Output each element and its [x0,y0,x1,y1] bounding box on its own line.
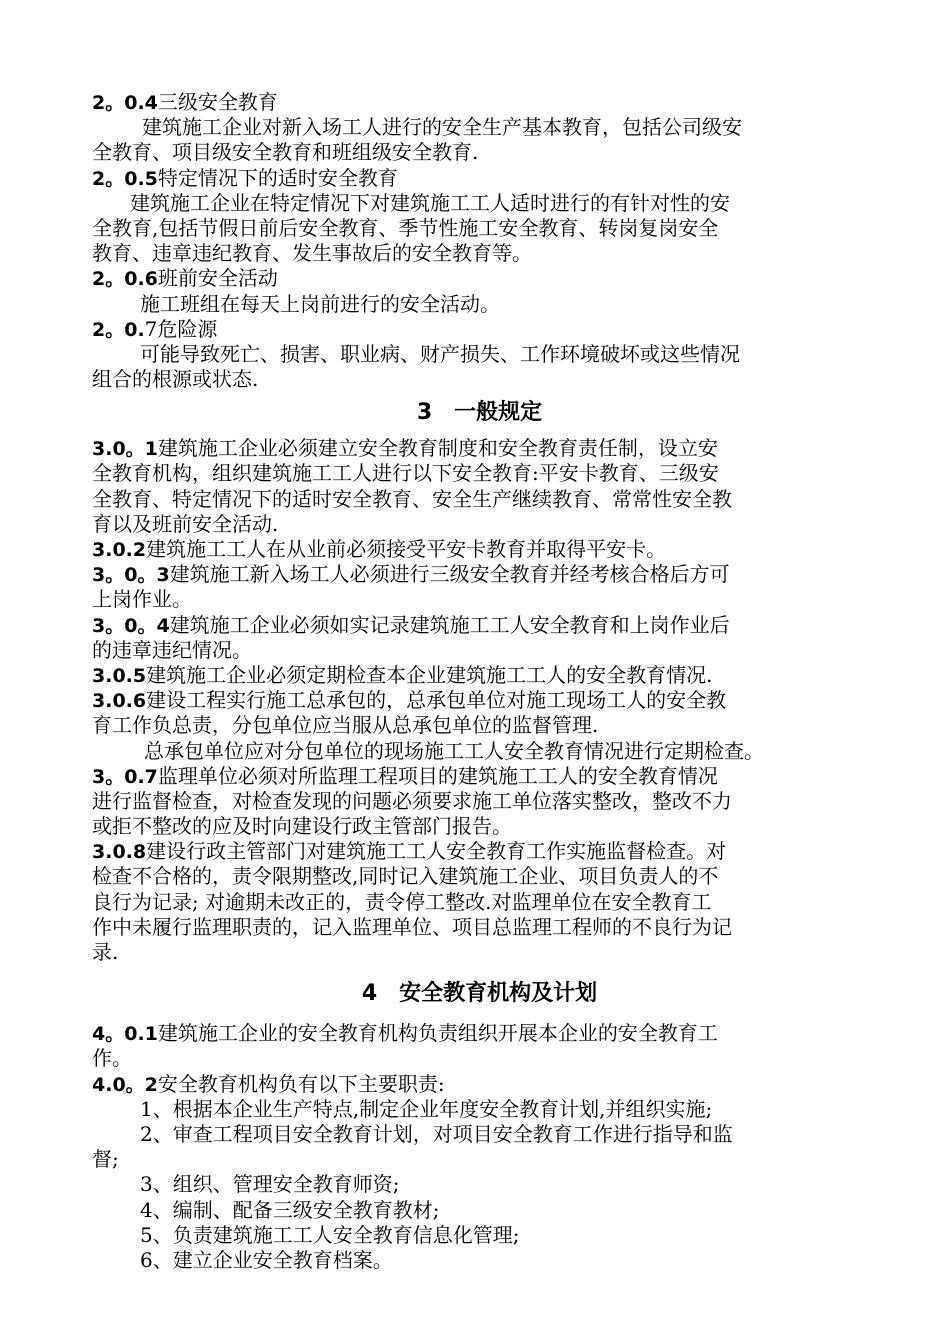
clause-text: 班前安全活动 [157,266,278,291]
clause-text: 全教育、特定情况下的适时安全教育、安全生产继续教育、常常性安全教 [92,486,732,511]
clause-number: 3。0。4 [92,614,170,637]
text-line [92,140,867,165]
text-line [92,292,867,317]
clause-text: 良行为记录; 对逾期未改正的，责令停工整改.对监理单位在安全教育工 [92,889,712,914]
clause-number: 2。0.5 [92,167,158,190]
clause-line [92,688,867,713]
text-line [92,367,867,392]
clause-text: 总承包单位应对分包单位的现场施工工人安全教育情况进行定期检查。 [144,738,764,763]
section-4-heading: 4 安全教育机构及计划 [361,981,598,1007]
clause-text: 教育、违章违纪教育、发生事故后的安全教育等。 [92,241,532,266]
text-line [92,587,867,612]
clause-text: 4、编制、配备三级安全教育教材; [140,1197,440,1222]
section-2-terms [92,90,867,392]
clause-number: 2。0. [92,318,145,341]
clause-text: 7危险源 [144,316,218,341]
text-line [92,115,867,140]
clause-text: 建筑施工企业对新入场工人进行的安全生产基本教育，包括公司级安 [142,115,742,140]
clause-text: 育以及班前安全活动. [92,511,279,536]
clause-text: 建筑施工企业在特定情况下对建筑施工工人适时进行的有针对性的安 [130,190,730,215]
text-line [92,713,867,738]
clause-number: 3。0。3 [92,564,170,587]
text-line [92,915,867,940]
clause-text: 可能导致死亡、损害、职业病、财产损失、工作环境破坏或这些情况 [140,341,740,366]
text-line [92,814,867,839]
clause-text: 5、负责建筑施工工人安全教育信息化管理; [140,1222,520,1247]
clause-line [92,1021,867,1046]
clause-text: 施工班组在每天上岗前进行的安全活动。 [140,291,500,316]
clause-line [92,436,867,461]
clause-text: 督; [92,1147,119,1172]
section-3-general-rules [92,436,867,965]
clause-number: 3.0。1 [92,438,158,461]
text-line [92,1248,867,1273]
clause-number: 3.0.5 [92,664,147,687]
clause-line [92,1072,867,1097]
clause-text: 全教育机构，组织建筑施工工人进行以下安全教育:平安卡教育、三级安 [92,461,719,486]
clause-text: 建筑施工新入场工人必须进行三级安全教育并经考核合格后方可 [169,562,730,587]
clause-text: 进行监督检查，对检查发现的问题必须要求施工单位落实整改，整改不力 [92,788,732,813]
clause-text: 建设行政主管部门对建筑施工工人安全教育工作实施监督检查。对 [146,839,727,864]
clause-line [92,613,867,638]
clause-line [92,764,867,789]
clause-number: 4。0.1 [92,1023,158,1046]
text-line [92,1046,867,1071]
text-line [92,342,867,367]
clause-line [92,90,867,115]
clause-text: 录. [92,940,119,964]
clause-text: 建筑施工企业必须如实记录建筑施工工人安全教育和上岗作业后 [169,612,730,637]
document-page [92,90,867,1273]
text-line [92,1122,867,1147]
clause-number: 4.0。2 [92,1073,158,1096]
clause-text: 组合的根源或状态. [92,367,259,392]
text-line [92,1172,867,1197]
clause-line [92,166,867,191]
clause-text: 建筑施工企业必须建立安全教育制度和安全教育责任制，设立安 [157,436,718,461]
text-line [92,890,867,915]
text-line [92,940,867,965]
clause-line [92,266,867,291]
text-line [92,241,867,266]
clause-text: 建筑施工企业必须定期检查本企业建筑施工工人的安全教育情况. [146,662,713,687]
clause-text: 作中未履行监理职责的，记入监理单位、项目总监理工程师的不良行为记 [92,914,732,939]
clause-text: 2、审查工程项目安全教育计划，对项目安全教育工作进行指导和监 [140,1121,733,1146]
clause-text: 全教育,包括节假日前后安全教育、季节性施工安全教育、转岗复岗安全 [92,215,719,240]
text-line [92,512,867,537]
text-line [92,1198,867,1223]
clause-text: 1、根据本企业生产特点,制定企业年度安全教育计划,并组织实施; [140,1096,713,1121]
text-line [92,864,867,889]
clause-line [92,537,867,562]
section-3-heading: 3 一般规定 [416,400,543,426]
clause-text: 6、建立企业安全教育档案。 [140,1247,393,1272]
clause-line [92,317,867,342]
clause-text: 建筑施工工人在从业前必须接受平安卡教育并取得平安卡。 [146,537,667,561]
clause-text: 或拒不整改的应及时向建设行政主管部门报告。 [92,814,512,839]
text-line [92,191,867,216]
text-line [92,638,867,663]
clause-text: 三级安全教育 [157,90,278,114]
text-line [92,1097,867,1122]
clause-text: 的违章违纪情况。 [92,637,252,662]
clause-text: 建设工程实行施工总承包的，总承包单位对施工现场工人的安全教 [146,688,727,713]
clause-number: 3.0.8 [92,841,147,864]
section-4-organization-plan [92,1021,867,1273]
clause-line [92,562,867,587]
clause-text: 3、组织、管理安全教育师资; [140,1172,400,1197]
text-line [92,1223,867,1248]
text-line [92,487,867,512]
clause-text: 上岗作业。 [92,587,192,612]
clause-number: 3。0.7 [92,765,158,788]
clause-number: 2。0.4 [92,92,158,114]
clause-text: 建筑施工企业的安全教育机构负责组织开展本企业的安全教育工 [157,1021,718,1046]
text-line [92,216,867,241]
text-line [92,739,867,764]
clause-text: 育工作负总责，分包单位应当服从总承包单位的监督管理. [92,713,599,738]
text-line [92,789,867,814]
clause-number: 3.0.6 [92,690,147,713]
clause-text: 作。 [92,1046,132,1071]
clause-line [92,663,867,688]
text-line [92,461,867,486]
clause-number: 3.0.2 [92,539,147,561]
text-line [92,1147,867,1172]
clause-line [92,839,867,864]
clause-text: 全教育、项目级安全教育和班组级安全教育. [92,140,479,165]
clause-text: 检查不合格的，责令限期整改,同时记入建筑施工企业、项目负责人的不 [92,864,719,889]
clause-text: 特定情况下的适时安全教育 [157,165,398,190]
clause-text: 监理单位必须对所监理工程项目的建筑施工工人的安全教育情况 [157,763,718,788]
clause-text: 安全教育机构负有以下主要职责: [157,1071,445,1096]
clause-number: 2。0.6 [92,268,158,291]
